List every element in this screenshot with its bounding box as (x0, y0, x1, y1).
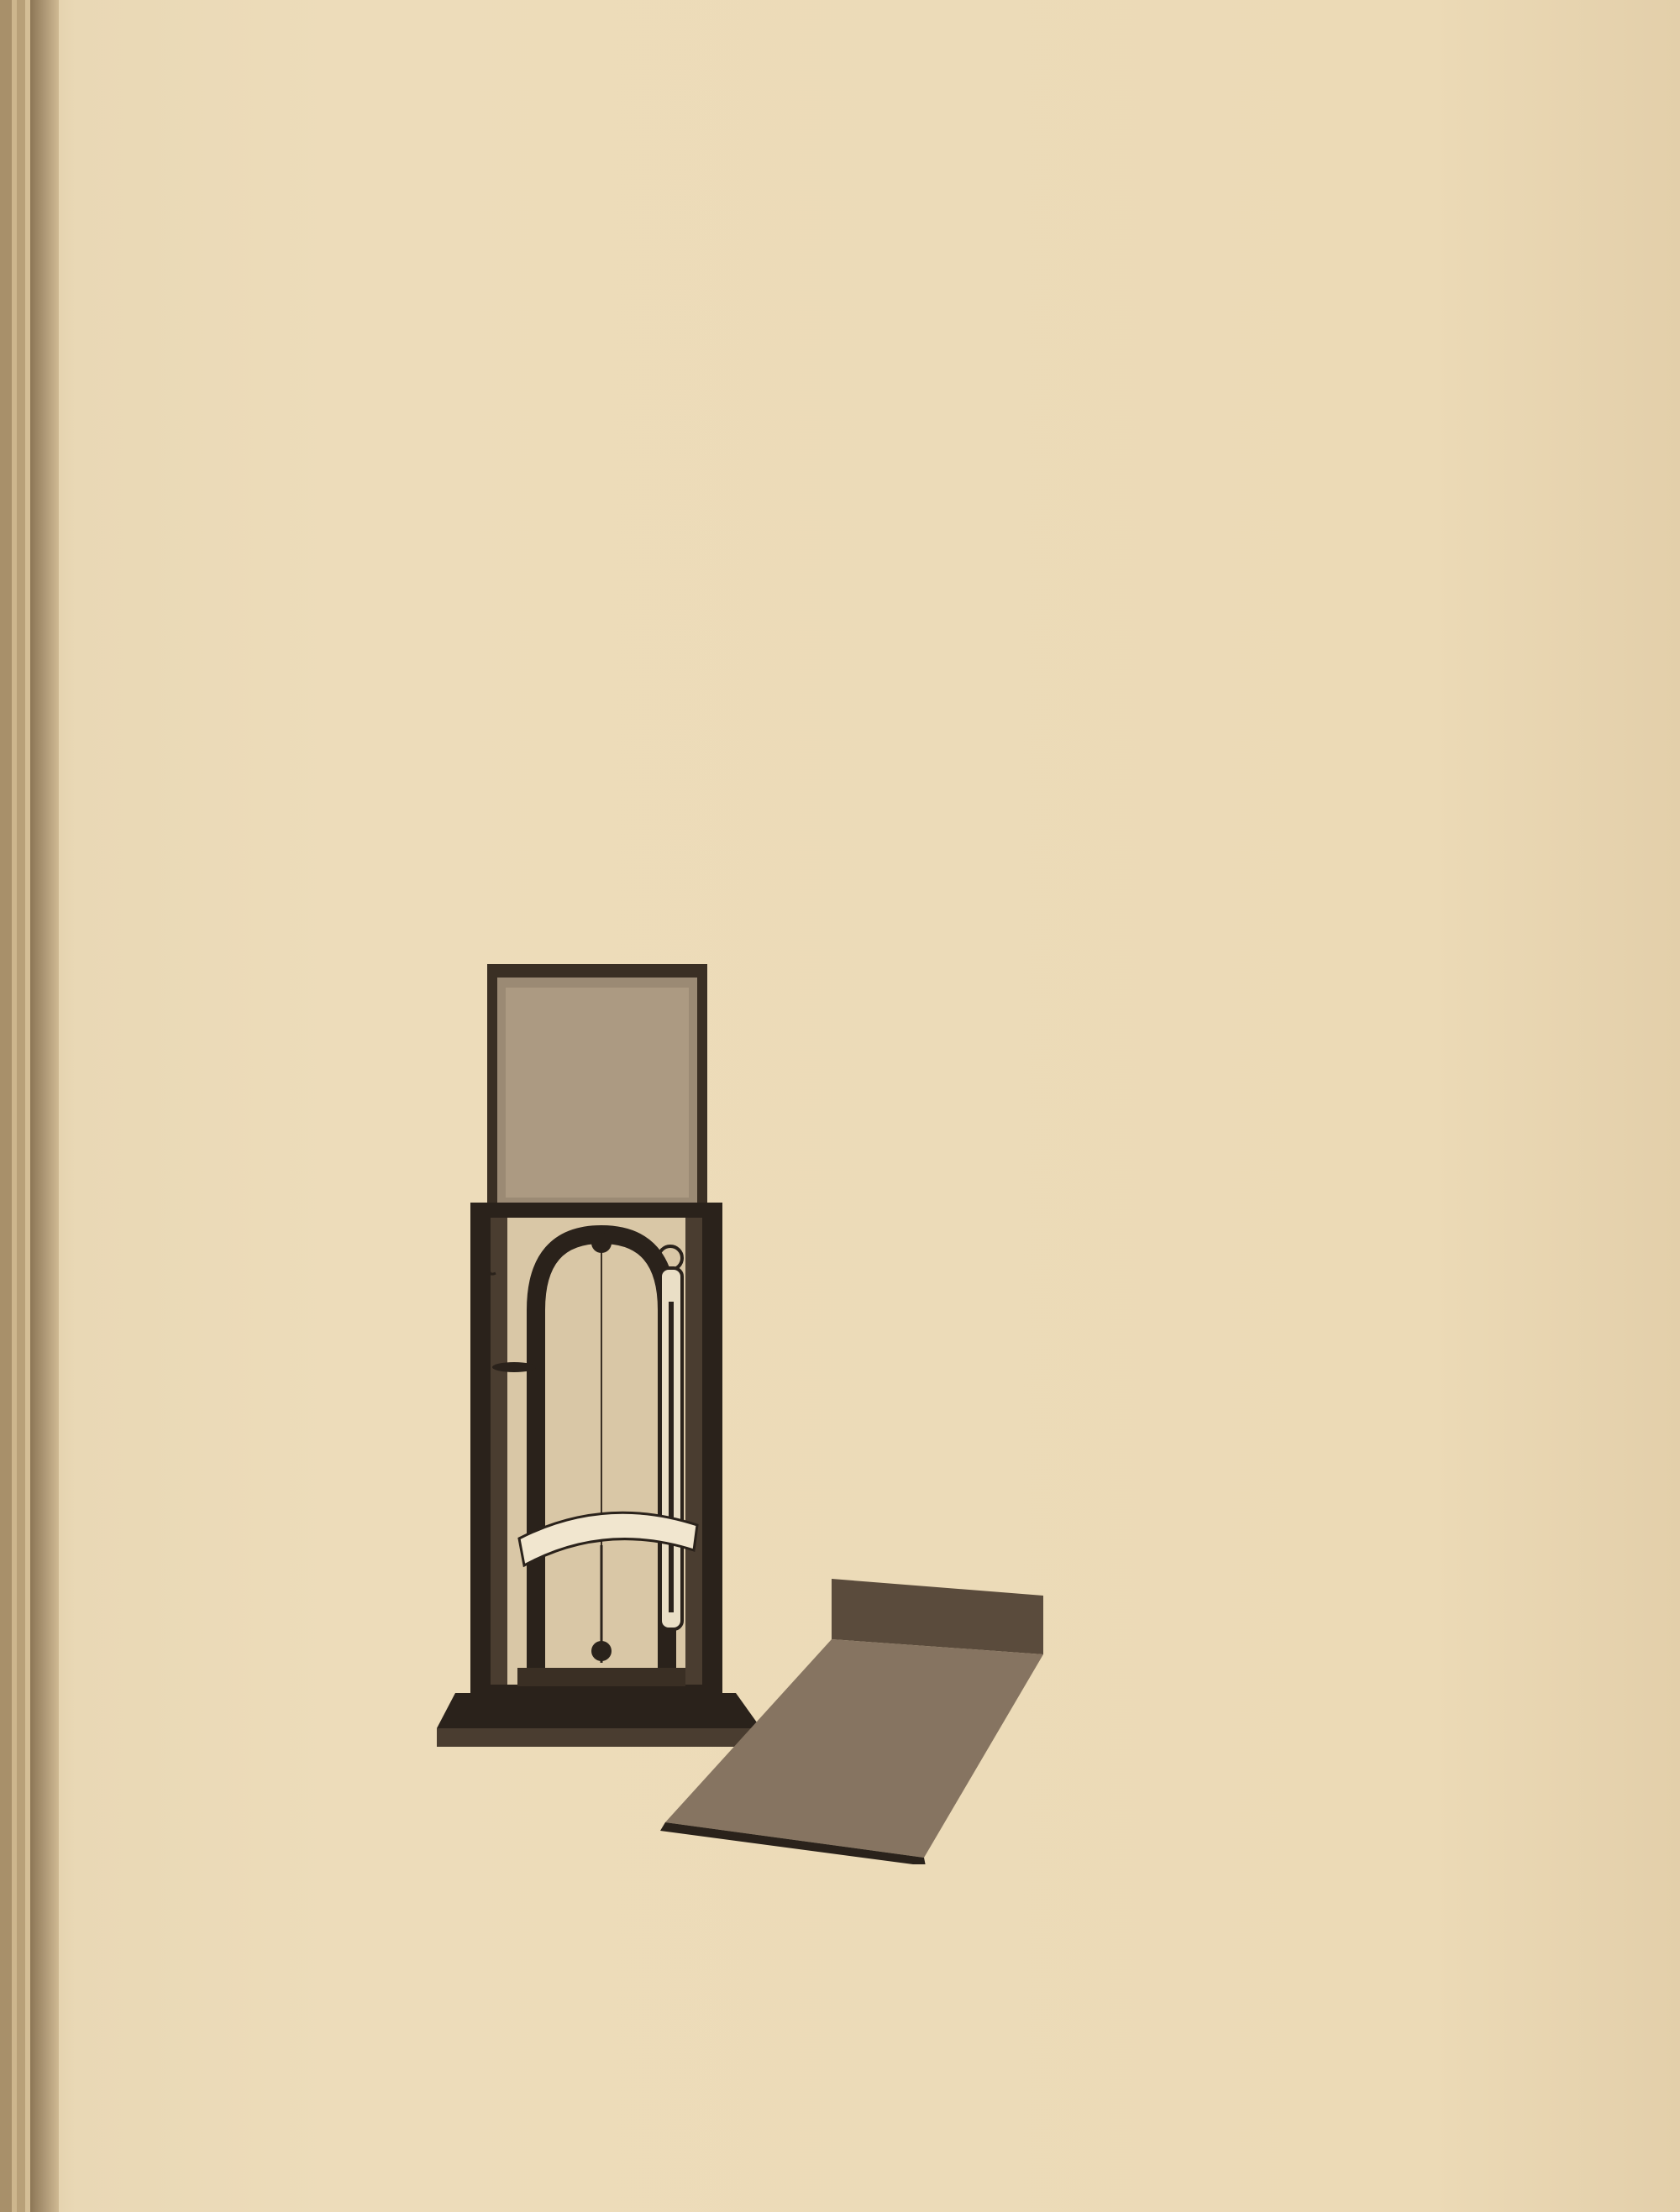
case-inner-right (685, 1218, 702, 1685)
page-edge (17, 0, 25, 2212)
aspirator-figure (437, 957, 1050, 1864)
thermometer-column (669, 1302, 674, 1612)
page-edge (0, 0, 12, 2212)
inner-base (517, 1668, 685, 1686)
page-edge-shadow (30, 0, 59, 2212)
pedestal-front (437, 1728, 761, 1747)
right-column (1065, 934, 1480, 954)
lid-inner (506, 988, 689, 1198)
adjust-screw (591, 1641, 612, 1661)
pivot-a (591, 1233, 612, 1253)
case-inner-left (491, 1218, 507, 1685)
side-knob (492, 1362, 536, 1372)
pedestal-top (437, 1693, 761, 1728)
